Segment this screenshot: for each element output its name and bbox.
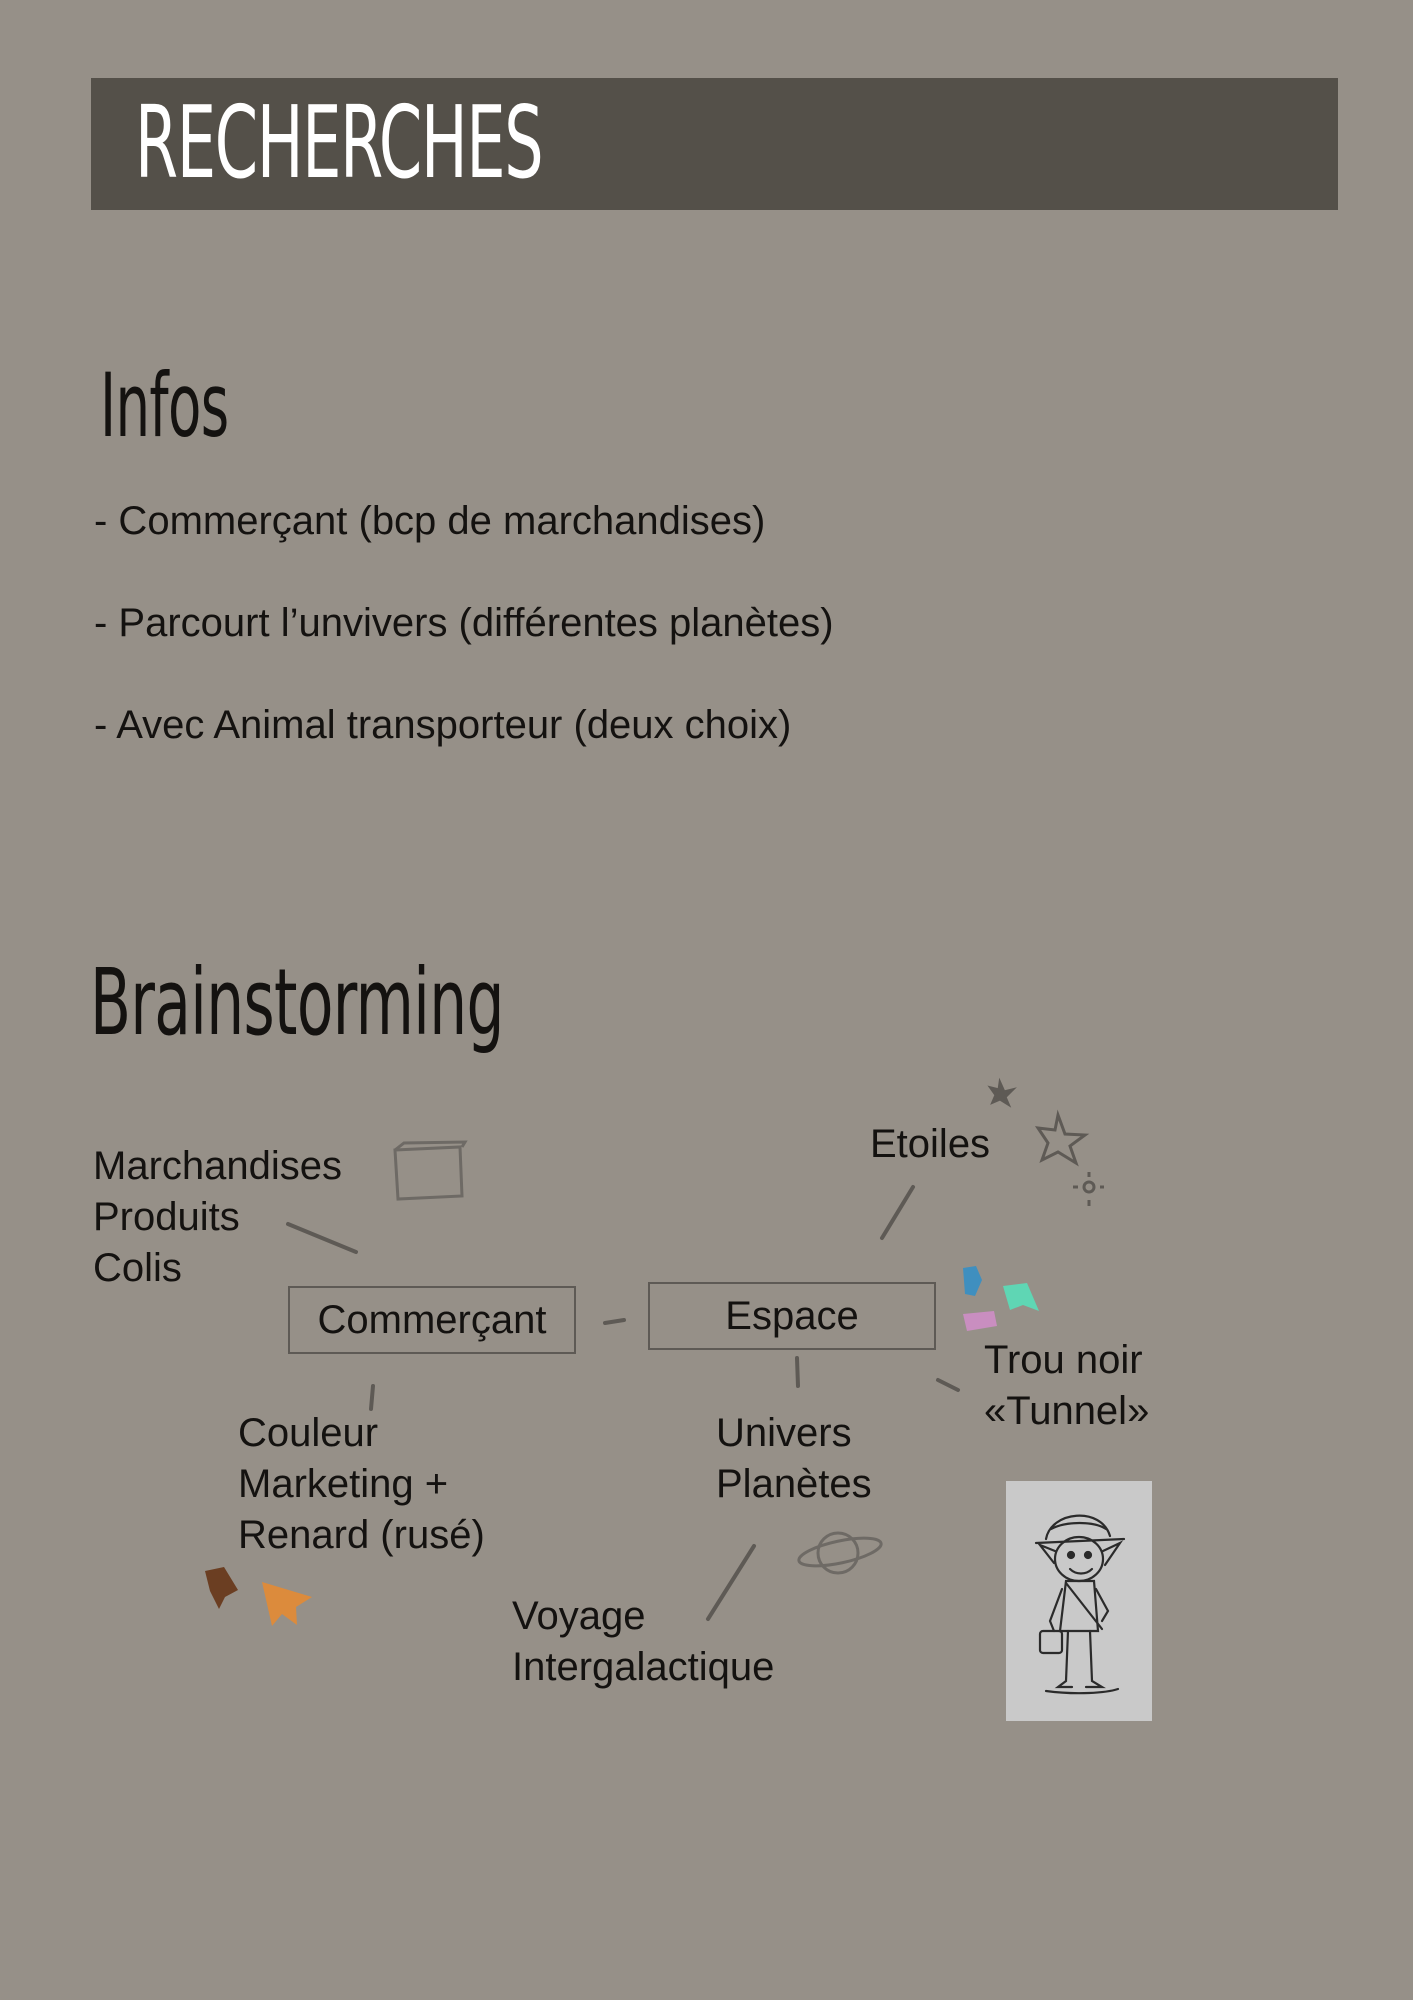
orange-swatch (262, 1582, 312, 1626)
word-tunnel: «Tunnel» (984, 1389, 1150, 1433)
character-sketch (1006, 1481, 1152, 1721)
infos-list (94, 496, 834, 802)
node-espace: Espace (648, 1282, 936, 1350)
word-couleur: Couleur (238, 1411, 379, 1455)
planet-doodle-icon (797, 1533, 884, 1573)
word-produits: Produits (93, 1195, 240, 1239)
list-item: - Commerçant (bcp de marchandises) (94, 499, 766, 543)
word-etoiles: Etoiles (870, 1122, 991, 1166)
character-sketch-icon (1006, 1481, 1152, 1721)
word-univers: Univers (716, 1411, 852, 1455)
word-marchandises: Marchandises (93, 1144, 343, 1188)
word-trou-noir: Trou noir (984, 1338, 1143, 1382)
node-commercant: Commerçant (288, 1286, 576, 1354)
word-planetes: Planètes (716, 1462, 872, 1506)
word-voyage: Voyage (512, 1594, 646, 1638)
box-doodle-icon (395, 1142, 465, 1199)
infos-heading: Infos (100, 354, 229, 457)
word-renard: Renard (rusé) (238, 1513, 485, 1557)
list-item: - Parcourt l’unvivers (différentes planètes) (94, 601, 834, 645)
star-doodle-icon (991, 1083, 1104, 1206)
brown-swatch (205, 1567, 238, 1609)
pink-swatch (963, 1311, 997, 1331)
teal-swatch (1003, 1283, 1039, 1311)
page-title: RECHERCHES (135, 84, 543, 201)
word-marketing: Marketing + (238, 1462, 449, 1506)
list-item: - Avec Animal transporteur (deux choix) (94, 703, 792, 747)
blue-swatch (963, 1266, 982, 1296)
word-colis: Colis (93, 1246, 182, 1290)
word-intergalactique: Intergalactique (512, 1645, 775, 1689)
header-bar (91, 78, 1338, 210)
brainstorming-heading: Brainstorming (90, 949, 504, 1056)
